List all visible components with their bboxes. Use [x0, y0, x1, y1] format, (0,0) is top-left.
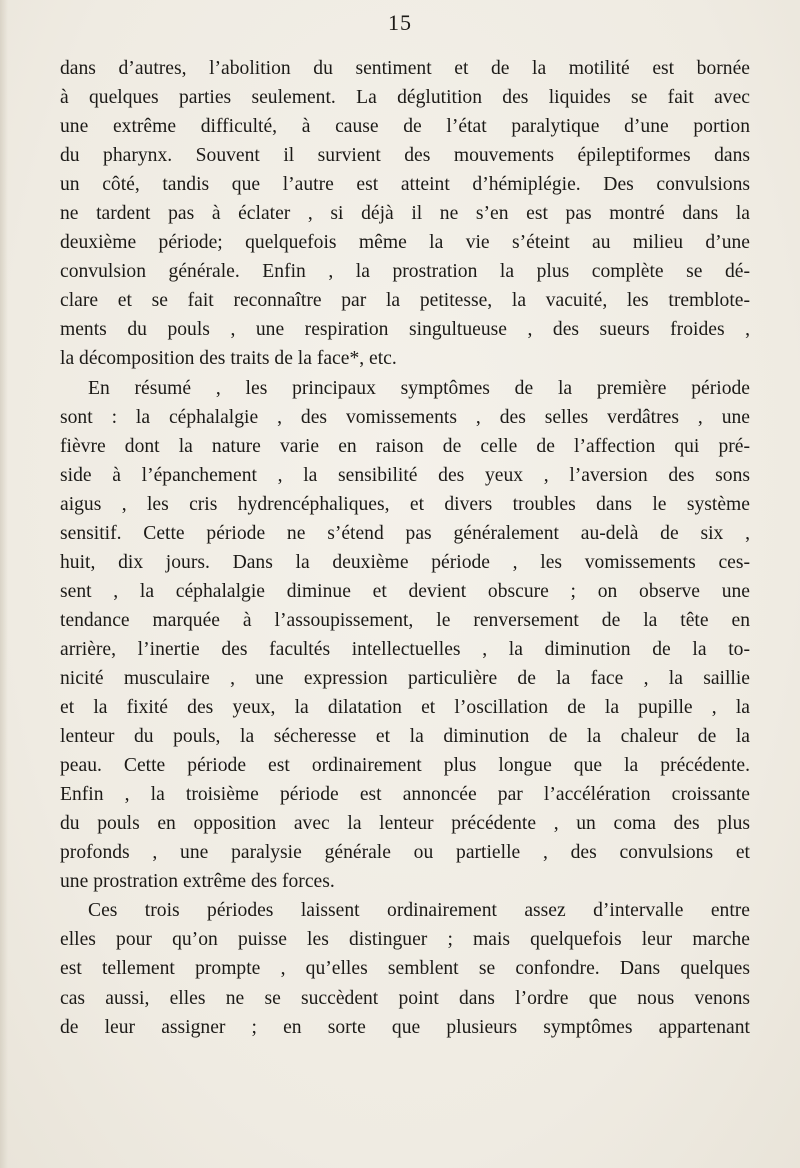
text-line: dans d’autres, l’abolition du sentiment et de la motilité est bornée	[60, 58, 750, 79]
text-line: Ces trois périodes laissent ordinairement assez d’intervalle entre	[88, 900, 750, 922]
text-line: nicité musculaire , une expression particulière de la face , la saillie	[60, 667, 750, 689]
text-line: sont : la céphalalgie , des vomissements , des selles verdâtres , une	[60, 406, 750, 428]
text-line: cas aussi, elles ne se succèdent point dans l’ordre que nous venons	[60, 987, 750, 1009]
text-line: profonds , une paralysie générale ou partielle , des convulsions et	[60, 842, 750, 864]
text-line: de leur assigner ; en sorte que plusieurs symptômes appartenant	[60, 1016, 750, 1038]
text-line: et la fixité des yeux, la dilatation et l’oscillation de la pupille , la	[60, 697, 750, 719]
text-line: une extrême difficulté, à cause de l’état paralytique d’une portion	[60, 116, 750, 138]
page-gutter-shadow	[0, 0, 8, 1168]
text-line: ments du pouls , une respiration singultueuse , des sueurs froides ,	[60, 319, 750, 341]
text-line: est tellement prompte , qu’elles semblent se confondre. Dans quelques	[60, 958, 750, 980]
text-line: sent , la céphalalgie diminue et devient obscure ; on observe une	[60, 580, 750, 602]
body-text	[60, 54, 750, 1042]
text-line: du pouls en opposition avec la lenteur précédente , un coma des plus	[60, 813, 750, 835]
text-line: sensitif. Cette période ne s’étend pas généralement au-delà de six ,	[60, 522, 750, 544]
text-line: fièvre dont la nature varie en raison de celle de l’affection qui pré-	[60, 435, 750, 457]
text-line: elles pour qu’on puisse les distinguer ; mais quelquefois leur marche	[60, 929, 750, 951]
text-line: lenteur du pouls, la sécheresse et la diminution de la chaleur de la	[60, 726, 750, 748]
text-line: la décomposition des traits de la face*, etc.	[60, 348, 397, 370]
text-line: convulsion générale. Enfin , la prostration la plus complète se dé-	[60, 261, 750, 283]
text-line: ne tardent pas à éclater , si déjà il ne s’en est pas montré dans la	[60, 203, 750, 225]
text-line: tendance marquée à l’assoupissement, le renversement de la tête en	[60, 609, 750, 631]
text-line: Enfin , la troisième période est annoncée par l’accélération croissante	[60, 784, 750, 806]
page-number: 15	[388, 10, 412, 35]
text-line: peau. Cette période est ordinairement plus longue que la précédente.	[60, 755, 750, 777]
text-line: du pharynx. Souvent il survient des mouvements épileptiformes dans	[60, 145, 750, 167]
text-line: huit, dix jours. Dans la deuxième période , les vomissements ces-	[60, 551, 750, 573]
text-line: une prostration extrême des forces.	[60, 871, 335, 893]
text-line: aigus , les cris hydrencéphaliques, et divers troubles dans le système	[60, 493, 750, 515]
text-line: arrière, l’inertie des facultés intellectuelles , la diminution de la to-	[60, 638, 750, 660]
text-line: à quelques parties seulement. La déglutition des liquides se fait avec	[60, 87, 750, 109]
text-line: clare et se fait reconnaître par la petitesse, la vacuité, les tremblote-	[60, 290, 750, 312]
text-line: side à l’épanchement , la sensibilité des yeux , l’aversion des sons	[60, 464, 750, 486]
text-line: un côté, tandis que l’autre est atteint d’hémiplégie. Des convulsions	[60, 174, 750, 196]
text-line: deuxième période; quelquefois même la vie s’éteint au milieu d’une	[60, 232, 750, 254]
text-line: En résumé , les principaux symptômes de la première période	[88, 377, 750, 399]
